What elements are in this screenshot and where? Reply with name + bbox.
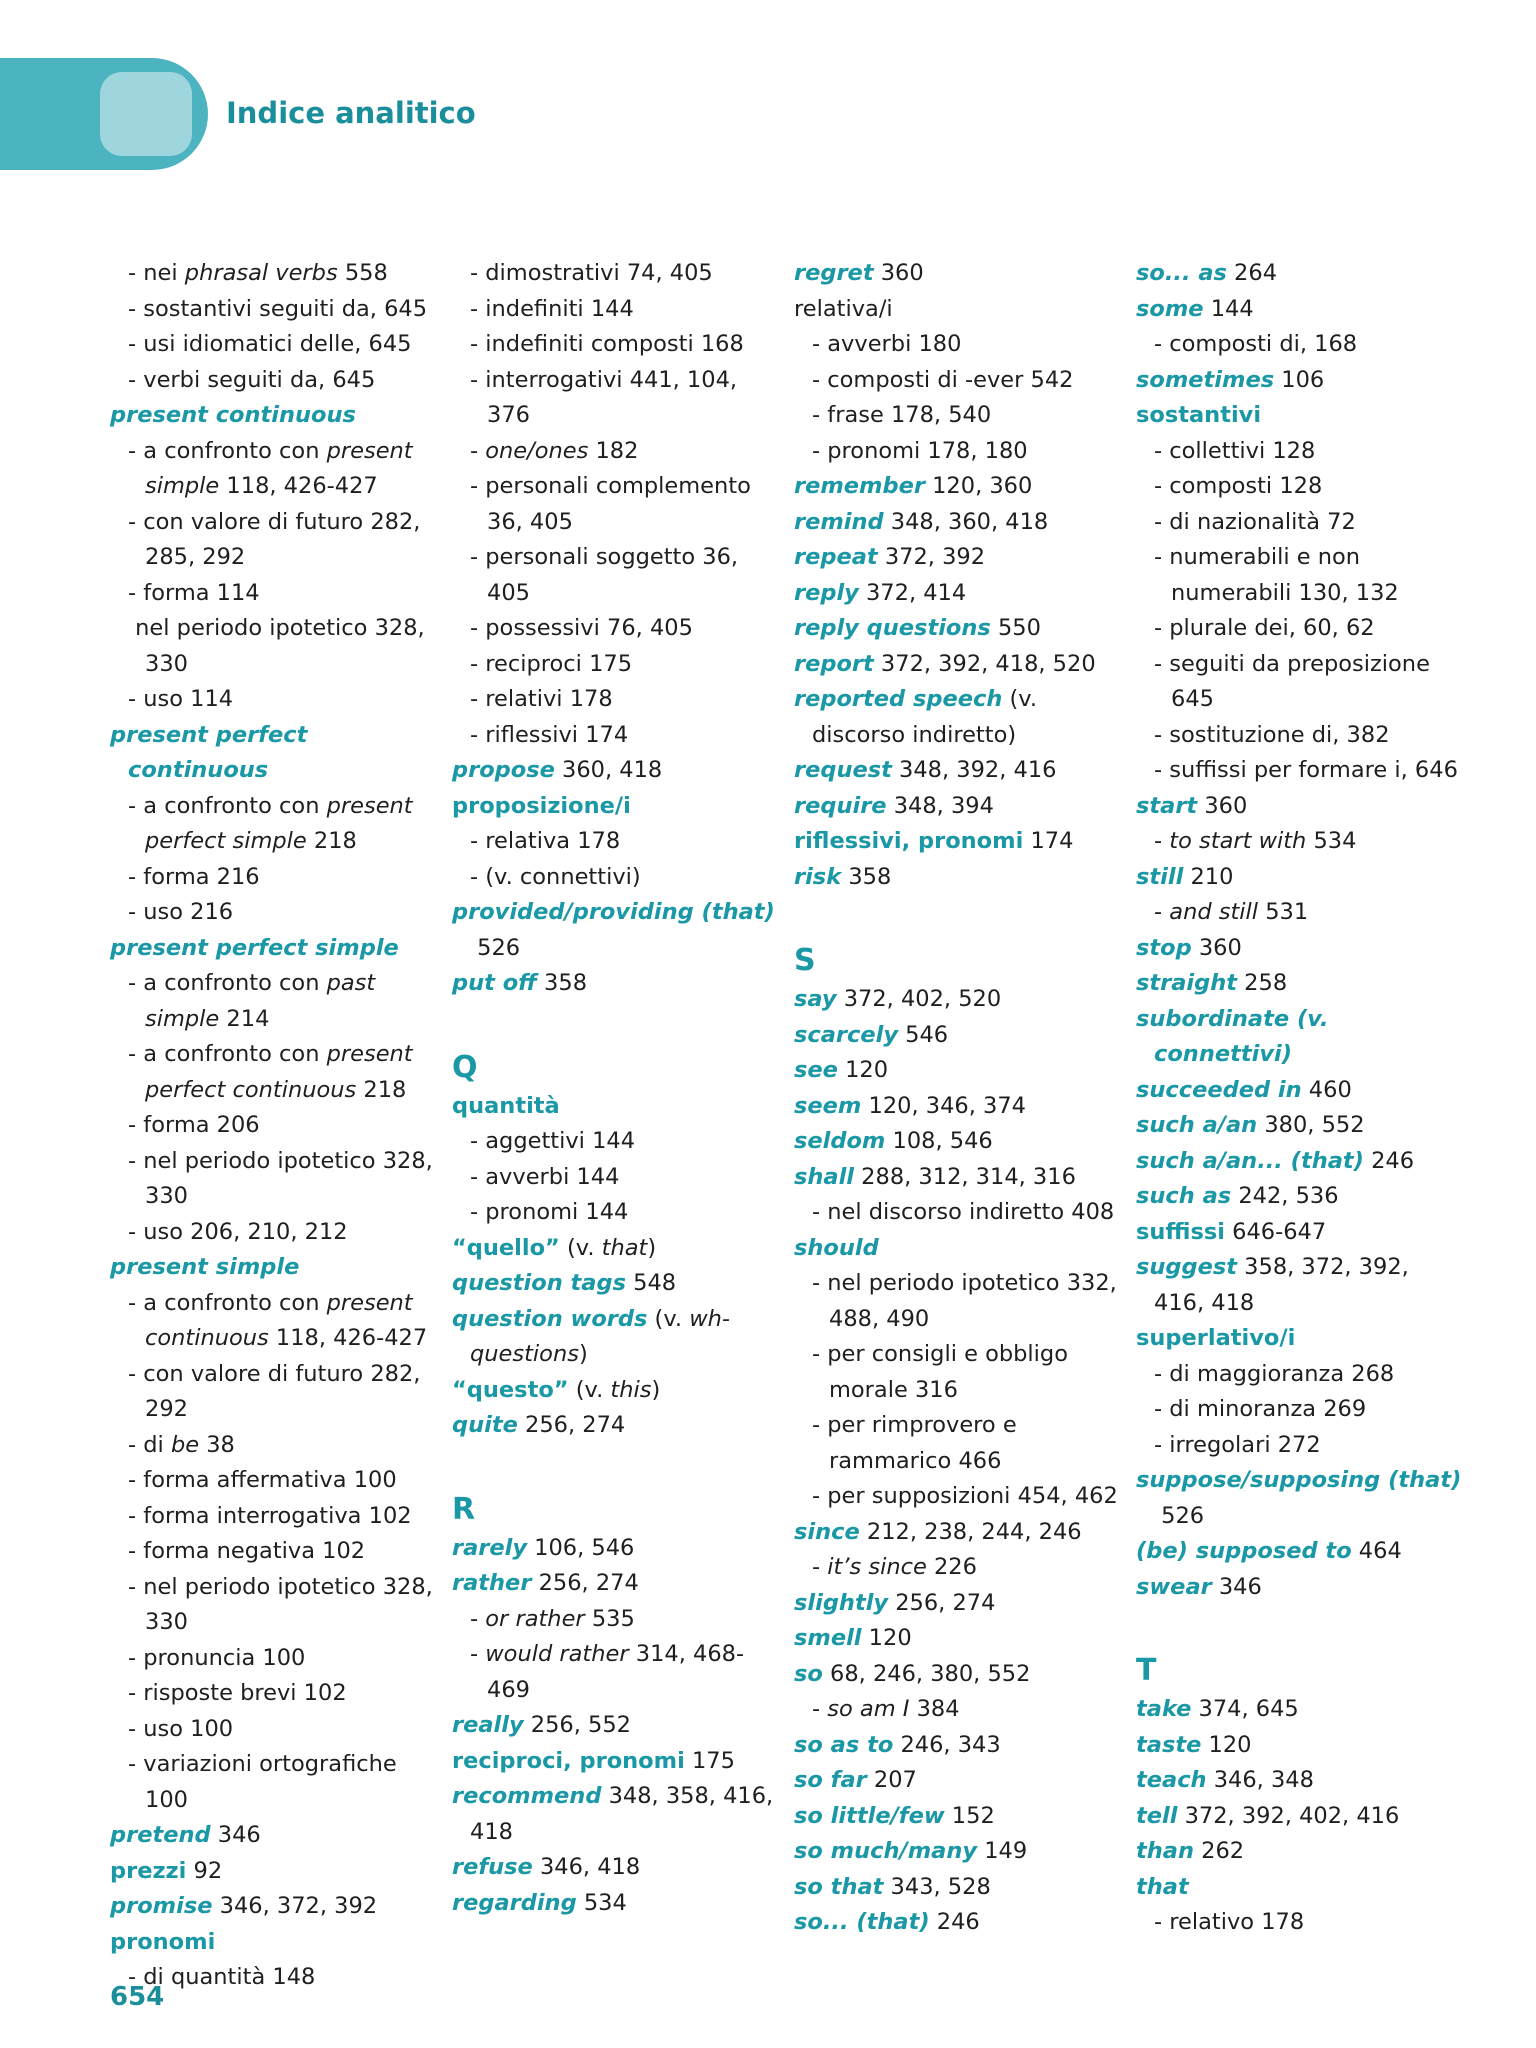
- index-headword: recommend 348, 358, 416, 418: [452, 1783, 774, 1845]
- index-headword: so... (that) 246: [794, 1909, 980, 1935]
- index-subentry: - forma affermativa 100: [128, 1467, 397, 1493]
- index-subentry: - riflessivi 174: [470, 721, 629, 748]
- index-letter-heading: T: [1136, 1653, 1157, 1688]
- index-headword: “quello” (v. that): [452, 1234, 657, 1261]
- index-headword: risk 358: [794, 863, 892, 890]
- index-subentry: - forma 114: [128, 579, 260, 606]
- index-subentry: 526: [1154, 1502, 1205, 1529]
- page-title: Indice analitico: [226, 96, 476, 130]
- index-subentry: - suffissi per formare i, 646: [1154, 757, 1458, 783]
- index-subentry: - reciproci 175: [470, 650, 633, 677]
- index-headword: so as to 246, 343: [794, 1731, 1001, 1758]
- index-subentry: - pronomi 144: [470, 1199, 629, 1225]
- index-column-4: [1136, 256, 1464, 1941]
- index-subentry: - dimostrativi 74, 405: [470, 260, 713, 286]
- index-headword: still 210: [1136, 863, 1234, 890]
- index-headword: present continuous: [110, 402, 356, 428]
- index-subentry: - sostituzione di, 382: [1154, 721, 1390, 748]
- index-subentry: - interrogativi 441, 104, 376: [470, 366, 738, 428]
- index-headword: stop 360: [1136, 934, 1242, 961]
- index-subentry: - forma 206: [128, 1112, 260, 1138]
- index-subentry: - per supposizioni 454, 462: [812, 1483, 1118, 1509]
- index-headword: so much/many 149: [794, 1838, 1028, 1864]
- index-headword: take 374, 645: [1136, 1696, 1299, 1722]
- index-headword: reply 372, 414: [794, 579, 967, 606]
- index-subentry: - nel discorso indiretto 408: [812, 1199, 1115, 1225]
- index-headword: rather 256, 274: [452, 1570, 639, 1596]
- index-headword: such a/an 380, 552: [1136, 1112, 1365, 1138]
- index-subentry: - risposte brevi 102: [128, 1680, 347, 1706]
- index-headword: suffissi 646-647: [1136, 1218, 1327, 1245]
- index-headword: sostantivi: [1136, 402, 1262, 428]
- index-headword: sometimes 106: [1136, 366, 1325, 393]
- index-headword: suggest 358, 372, 392, 416, 418: [1136, 1254, 1409, 1316]
- index-subentry: - con valore di futuro 282, 292: [128, 1360, 421, 1422]
- index-subentry: - sostantivi seguiti da, 645: [128, 295, 428, 322]
- index-headword: report 372, 392, 418, 520: [794, 650, 1096, 677]
- index-headword: that: [1136, 1873, 1189, 1900]
- index-headword: question words (v. wh-questions): [452, 1305, 730, 1367]
- index-subentry: - aggettivi 144: [470, 1128, 636, 1154]
- index-headword: present perfect continuous: [110, 721, 308, 783]
- index-letter-heading: Q: [452, 1049, 478, 1085]
- index-headword: such as 242, 536: [1136, 1183, 1339, 1209]
- index-headword: suppose/supposing (that): [1136, 1467, 1462, 1493]
- index-headword: reply questions 550: [794, 615, 1041, 641]
- index-subentry: - di nazionalità 72: [1154, 508, 1356, 535]
- index-headword: put off 358: [452, 970, 588, 996]
- index-headword: smell 120: [794, 1625, 912, 1651]
- index-subentry: - to start with 534: [1154, 828, 1357, 854]
- index-headword: seldom 108, 546: [794, 1128, 993, 1154]
- index-headword: succeeded in 460: [1136, 1076, 1352, 1103]
- index-subentry: - forma interrogativa 102: [128, 1502, 412, 1529]
- index-headword: so far 207: [794, 1767, 917, 1793]
- index-headword: reciproci, pronomi 175: [452, 1747, 735, 1774]
- index-headword: than 262: [1136, 1838, 1245, 1864]
- index-plain-entry: relativa/i: [794, 295, 893, 322]
- index-headword: say 372, 402, 520: [794, 986, 1002, 1012]
- index-headword: subordinate (v. connettivi): [1136, 1005, 1329, 1067]
- index-headword: regret 360: [794, 260, 924, 286]
- index-subentry: - forma 216: [128, 863, 260, 890]
- index-headword: refuse 346, 418: [452, 1854, 641, 1880]
- index-subentry: - uso 114: [128, 686, 234, 712]
- index-subentry: - composti di -ever 542: [812, 366, 1074, 393]
- index-letter-heading: S: [794, 943, 816, 978]
- index-subentry: - would rather 314, 468-469: [470, 1641, 745, 1703]
- index-headword: such a/an... (that) 246: [1136, 1147, 1415, 1174]
- index-headword: present simple: [110, 1254, 300, 1280]
- index-subentry: - per rimprovero e rammarico 466: [812, 1412, 1017, 1474]
- index-letter-heading: R: [452, 1491, 476, 1527]
- index-subentry: - collettivi 128: [1154, 437, 1316, 464]
- index-subentry: - indefiniti 144: [470, 295, 634, 322]
- index-subentry: - possessivi 76, 405: [470, 615, 693, 641]
- index-headword: start 360: [1136, 792, 1248, 819]
- index-subentry: - a confronto con present simple 118, 426-427: [128, 437, 413, 499]
- index-headword: regarding 534: [452, 1889, 627, 1916]
- index-subentry: - nel periodo ipotetico 328, 330: [128, 1573, 433, 1635]
- index-headword: request 348, 392, 416: [794, 757, 1057, 783]
- index-headword: scarcely 546: [794, 1021, 949, 1048]
- index-subentry: - plurale dei, 60, 62: [1154, 615, 1375, 641]
- index-headword: remember 120, 360: [794, 473, 1033, 499]
- index-subentry: - nel periodo ipotetico 332, 488, 490: [812, 1270, 1117, 1332]
- index-subentry: - nel periodo ipotetico 328, 330: [128, 1147, 433, 1209]
- index-headword: quite 256, 274: [452, 1412, 626, 1438]
- index-headword: quantità: [452, 1092, 560, 1119]
- index-headword: provided/providing (that): [452, 899, 775, 925]
- index-subentry: - uso 216: [128, 899, 234, 925]
- index-column-3: [794, 256, 1122, 1941]
- index-subentry: - irregolari 272: [1154, 1431, 1321, 1458]
- index-headword: pronomi: [110, 1928, 216, 1955]
- index-subentry: - or rather 535: [470, 1605, 635, 1632]
- index-subentry: - a confronto con present perfect simple 218: [128, 792, 413, 854]
- index-subentry: - indefiniti composti 168: [470, 331, 744, 357]
- index-headword: superlativo/i: [1136, 1325, 1296, 1351]
- index-subentry: - it’s since 226: [812, 1554, 977, 1580]
- index-headword: some 144: [1136, 295, 1254, 322]
- index-subentry: - uso 206, 210, 212: [128, 1218, 348, 1245]
- index-subentry: 526: [470, 934, 521, 961]
- index-subentry: - forma negativa 102: [128, 1538, 366, 1564]
- index-headword: really 256, 552: [452, 1712, 631, 1738]
- index-subentry: - frase 178, 540: [812, 402, 992, 428]
- index-headword: see 120: [794, 1057, 889, 1083]
- index-headword: so 68, 246, 380, 552: [794, 1660, 1031, 1687]
- index-subentry: - di maggioranza 268: [1154, 1360, 1395, 1387]
- index-subentry: - avverbi 144: [470, 1163, 620, 1190]
- index-headword: rarely 106, 546: [452, 1534, 635, 1561]
- index-headword: promise 346, 372, 392: [110, 1893, 378, 1919]
- index-subentry: - uso 100: [128, 1715, 234, 1742]
- index-headword: so that 343, 528: [794, 1873, 991, 1900]
- index-subentry: - composti 128: [1154, 473, 1323, 499]
- index-headword: so little/few 152: [794, 1802, 995, 1829]
- index-subentry: - relativi 178: [470, 686, 613, 712]
- index-subentry: - di minoranza 269: [1154, 1396, 1367, 1422]
- index-subentry: - usi idiomatici delle, 645: [128, 331, 412, 357]
- index-subentry: - and still 531: [1154, 899, 1309, 925]
- index-subentry: - variazioni ortografiche 100: [128, 1751, 397, 1813]
- index-subentry: - one/ones 182: [470, 437, 639, 464]
- index-headword: so... as 264: [1136, 260, 1278, 286]
- index-headword: propose 360, 418: [452, 757, 663, 783]
- index-headword: repeat 372, 392: [794, 544, 986, 570]
- index-headword: question tags 548: [452, 1270, 677, 1296]
- index-headword: slightly 256, 274: [794, 1589, 996, 1616]
- index-subentry: - pronomi 178, 180: [812, 437, 1028, 464]
- index-headword: seem 120, 346, 374: [794, 1092, 1026, 1119]
- index-headword: should: [794, 1234, 879, 1261]
- index-subentry: - avverbi 180: [812, 331, 962, 357]
- index-subentry: - (v. connettivi): [470, 863, 641, 890]
- index-subentry: - a confronto con past simple 214: [128, 970, 376, 1032]
- index-headword: tell 372, 392, 402, 416: [1136, 1802, 1400, 1829]
- index-subentry: - personali soggetto 36, 405: [470, 544, 739, 606]
- index-headword: “questo” (v. this): [452, 1376, 661, 1403]
- index-column-1: [110, 256, 438, 1996]
- index-headword: present perfect simple: [110, 934, 399, 961]
- index-headword: reported speech (v. discorso indiretto): [794, 686, 1038, 748]
- index-subentry: - a confronto con present perfect continuous 218: [128, 1041, 413, 1103]
- index-subentry: - a confronto con present continuous 118, 426-427: [128, 1289, 428, 1351]
- index-headword: prezzi 92: [110, 1857, 223, 1884]
- index-headword: swear 346: [1136, 1573, 1262, 1600]
- index-headword: (be) supposed to 464: [1136, 1538, 1402, 1564]
- index-subentry: - relativo 178: [1154, 1909, 1305, 1935]
- index-subentry: - seguiti da preposizione 645: [1154, 650, 1430, 712]
- index-headword: pretend 346: [110, 1822, 261, 1848]
- index-headword: straight 258: [1136, 970, 1288, 996]
- index-column-2: [452, 256, 780, 1921]
- index-subentry: - con valore di futuro 282, 285, 292: [128, 508, 421, 570]
- index-subentry: - so am I 384: [812, 1696, 960, 1722]
- index-headword: taste 120: [1136, 1731, 1252, 1758]
- index-headword: riflessivi, pronomi 174: [794, 828, 1074, 854]
- index-subentry: - composti di, 168: [1154, 331, 1358, 357]
- index-subentry: nel periodo ipotetico 328, 330: [128, 615, 425, 677]
- page-number: 654: [110, 1982, 165, 2012]
- index-subentry: - verbi seguiti da, 645: [128, 366, 376, 393]
- index-subentry: - numerabili e non numerabili 130, 132: [1154, 544, 1399, 606]
- index-subentry: - di be 38: [128, 1431, 235, 1458]
- index-subentry: - relativa 178: [470, 828, 621, 854]
- index-subentry: - di quantità 148: [128, 1964, 316, 1990]
- index-headword: teach 346, 348: [1136, 1767, 1314, 1793]
- index-headword: shall 288, 312, 314, 316: [794, 1163, 1076, 1190]
- header-tab-square: [100, 72, 192, 156]
- index-subentry: - pronuncia 100: [128, 1644, 306, 1671]
- index-headword: since 212, 238, 244, 246: [794, 1518, 1082, 1545]
- index-headword: remind 348, 360, 418: [794, 508, 1049, 535]
- index-headword: require 348, 394: [794, 792, 994, 819]
- index-subentry: - per consigli e obbligo morale 316: [812, 1341, 1068, 1403]
- index-headword: proposizione/i: [452, 792, 631, 819]
- index-subentry: - personali complemento 36, 405: [470, 473, 751, 535]
- index-subentry: - nei phrasal verbs 558: [128, 260, 388, 286]
